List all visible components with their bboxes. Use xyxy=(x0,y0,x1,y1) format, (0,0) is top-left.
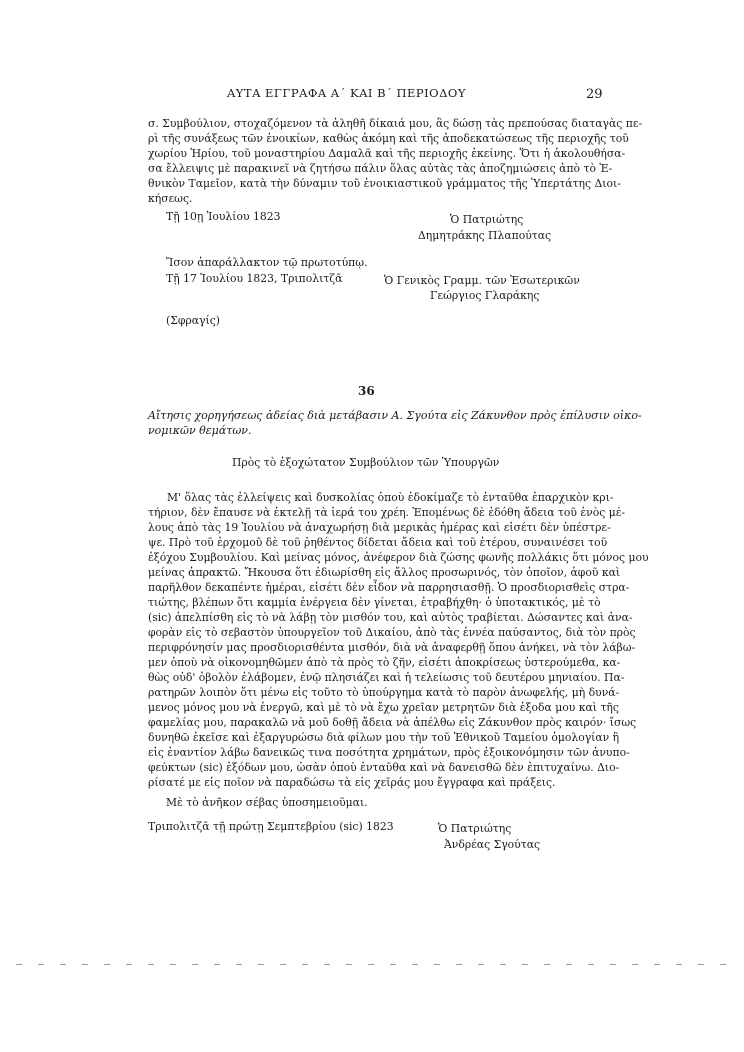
text-line: ρὶ τῆς συνάξεως τῶν ἐνοικίων, καθὼς ἀκόμη καὶ τῆς ἀποδεκατώσεως τῆς περιοχῆς τοῦ xyxy=(148,132,629,145)
text-line: Μ' ὅλας τὰς ἐλλείψεις καὶ δυσκολίας ὁποὺ ἐδοκίμαζε τὸ ἐνταῦθα ἐπαρχικὸν κρι- xyxy=(167,491,614,504)
scan-dash xyxy=(192,964,198,965)
scan-dash xyxy=(390,964,396,965)
text-line: (sic) ἀπελπίσθη εἰς τὸ νὰ λάβῃ τὸν μισθόν του, καὶ αὐτὸς τραβίεται. Δώσαντες καὶ ἀνα- xyxy=(148,611,633,624)
page-number: 29 xyxy=(586,87,603,102)
scan-dash xyxy=(544,964,550,965)
scan-dash xyxy=(434,964,440,965)
doc36-place-date: Τριπολιτζᾶ τῇ πρώτῃ Σεμπτεβρίου (sic) 1823 xyxy=(148,820,394,833)
scan-dash xyxy=(500,964,506,965)
copy-date: Τῇ 17 Ἰουλίου 1823, Τριπολιτζᾶ xyxy=(166,272,343,285)
text-line: θὼς οὐδ' ὀβολὸν ἐλάβομεν, ἐνῷ πλησιάζει καὶ ἡ τελείωσις τοῦ δευτέρου μηνιαίου. Πα- xyxy=(148,671,625,684)
doc35-signer-title: Ὁ Πατριώτης xyxy=(450,213,524,226)
scan-dash xyxy=(236,964,242,965)
text-line: φεύκτων (sic) ἐξόδων μου, ὡσὰν ὁποὺ ἐνταῦθα καὶ νὰ δανεισθῶ δὲν ἐπιτυχαίνω. Διο- xyxy=(148,761,620,774)
seal-note: (Σφραγίς) xyxy=(166,314,220,327)
document-36-body xyxy=(148,490,649,790)
copy-note: Ἴσον ἀπαράλλακτον τῷ πρωτοτύπῳ. xyxy=(166,256,368,269)
text-line: τήριον, δὲν ἔπαυσε νὰ ἐκτελῇ τὰ ἱερά του χρέη. Ἐπομένως δὲ ἐδόθη ἄδεια τοῦ ἑνὸς μέ- xyxy=(148,506,625,519)
scan-dash xyxy=(258,964,264,965)
scan-dash xyxy=(566,964,572,965)
scan-dash xyxy=(654,964,660,965)
doc36-signer-title: Ὁ Πατριώτης xyxy=(438,822,512,835)
scan-dash xyxy=(280,964,286,965)
text-line: ψε. Πρὸ τοῦ ἐρχομοῦ δὲ τοῦ ῥηθέντος δίδεται ἄδεια καὶ τοῦ ἑτέρου, συναινέσει τοῦ xyxy=(148,536,608,549)
summary-line: νομικῶν θεμάτων. xyxy=(148,424,252,437)
summary-line: Αἴτησις χορηγήσεως ἀδείας διὰ μετάβασιν Α. Σγούτα εἰς Ζάκυνθον πρὸς ἐπίλυσιν οἰκο- xyxy=(148,409,642,422)
scan-dash xyxy=(412,964,418,965)
scan-dash xyxy=(82,964,88,965)
text-line: χωρίου Ἡρίου, τοῦ μοναστηρίου Δαμαλᾶ καὶ τῆς περιοχῆς ἐκείνης. Ὅτι ἡ ἀκολουθήσα- xyxy=(148,147,626,160)
doc35-signer-name: Δημητράκης Πλαπούτας xyxy=(418,229,552,242)
scan-dash xyxy=(720,964,726,965)
scan-dash xyxy=(302,964,308,965)
doc35-date: Τῇ 10ῃ Ἰουλίου 1823 xyxy=(166,210,281,223)
scan-dash xyxy=(214,964,220,965)
text-line: σα ἔλλειψις μὲ παρακινεῖ νὰ ζητήσω πάλιν ὅλας αὐτὰς τὰς ἀποζημιώσεις ἀπὸ τὸ Ἐ- xyxy=(148,162,613,175)
scan-dash xyxy=(478,964,484,965)
addressee-heading: Πρὸς τὸ ἐξοχώτατον Συμβούλιον τῶν Ὑπουργῶν xyxy=(232,456,500,469)
text-line: θνικὸν Ταμεῖον, κατὰ τὴν δύναμιν τοῦ ἐνοικιαστικοῦ γράμματος τῆς Ὑπερτάτης Διοι- xyxy=(148,177,621,190)
document-number: 36 xyxy=(358,384,375,398)
scan-dash xyxy=(126,964,132,965)
text-line: μενος μόνος μου νὰ ἐνεργῶ, καὶ μὲ τὸ νὰ ἔχω χρεῖαν μετρητῶν διὰ ἐξοδα μου καὶ τῆς xyxy=(148,701,619,714)
scan-dash xyxy=(698,964,704,965)
scan-dash xyxy=(676,964,682,965)
scan-dash xyxy=(324,964,330,965)
text-line: περιφρόνησίν μας προσδιορισθέντα μισθόν, διὰ νὰ ἀναφερθῇ ὅπου ἀνήκει, νὰ τὸν λάβω- xyxy=(148,641,636,654)
text-line: εἰς ἐναντίον λάβω δανεικῶς τινα ποσότητα χρημάτων, πρὸς ἐξοικονόμησιν τῶν ἀνυπο- xyxy=(148,746,630,759)
scan-dash xyxy=(104,964,110,965)
text-line: μεν ὁποὺ νὰ οἰκονομηθῶμεν ἀπὸ τὰ πρὸς τὸ ζῆν, εἰσέτι ἀποκρίσεως ὑστερούμεθα, κα- xyxy=(148,656,621,669)
scan-dash xyxy=(368,964,374,965)
scan-dash xyxy=(60,964,66,965)
scan-dash xyxy=(16,964,22,965)
document-summary xyxy=(148,408,642,438)
text-line: φαμελίας μου, παρακαλῶ νὰ μοῦ δοθῇ ἄδεια νὰ ἀπέλθω εἰς Ζάκυνθον πρὸς καιρόν· ἴσως xyxy=(148,716,637,729)
text-line: τιώτης, βλέπων ὅτι καμμία ἐνέργεια δὲν γίνεται, ἐτραβήχθη· ὁ ὑποτακτικός, μὲ τὸ xyxy=(148,596,601,609)
text-line: ἐξόχου Συμβουλίου. Καὶ μείνας μόνος, ἀνέφερον διὰ ζώσης φωνῆς πολλάκις ὅτι μόνος μου xyxy=(148,551,649,564)
text-line: κήσεως. xyxy=(148,192,193,205)
scan-dash xyxy=(632,964,638,965)
text-line: φορὰν εἰς τὸ σεβαστὸν ὑπουργεῖον τοῦ Δικαίου, ἀπὸ τὰς ἐννέα παύσαντος, διὰ τὸν πρὸς xyxy=(148,626,636,639)
text-line: παρῆλθον δεκαπέντε ἡμέραι, εἰσέτι δὲν εἶδον νὰ παρρησιασθῇ. Ὁ προσδιορισθεὶς στρα- xyxy=(148,581,630,594)
document-35-tail-text xyxy=(148,116,643,206)
running-title: ΑΥΤΑ ΕΓΓΡΑΦΑ Α΄ ΚΑΙ Β΄ ΠΕΡΙΟΔΟΥ xyxy=(227,86,466,100)
scan-dash xyxy=(38,964,44,965)
text-line: δυνηθῶ ἐκεῖσε καὶ ἐξαργυρώσω διὰ φίλων μου τὴν τοῦ Ἐθνικοῦ Ταμείου ὁμολογίαν ἢ xyxy=(148,731,620,744)
text-line: ρίσατέ με εἰς ποῖον νὰ παραδώσω τὰ εἰς χεῖράς μου ἔγγραφα καὶ πράξεις. xyxy=(148,776,556,789)
closing-formula: Μὲ τὸ ἀνῆκον σέβας ὑποσημειοῦμαι. xyxy=(166,796,368,809)
scan-edge-dashes xyxy=(16,964,736,966)
text-line: μείνας ἀπρακτῶ. Ἤκουσα ὅτι ἐδιωρίσθη εἰς ἄλλος προσωρινός, τὸν ὁποῖον, ἀφοῦ καὶ xyxy=(148,566,621,579)
text-line: ρατηρῶν λοιπὸν ὅτι μένω εἰς τοῦτο τὸ ὑπούργημα κατὰ τὸ παρὸν ἀνωφελής, μὴ δυνά- xyxy=(148,686,620,699)
scan-dash xyxy=(170,964,176,965)
text-line: λους ἀπὸ τὰς 19 Ἰουλίου νὰ ἀναχωρήσῃ διὰ μερικὰς ἡμέρας καὶ εἰσέτι δὲν ὑπέστρε- xyxy=(148,521,611,534)
scan-dash xyxy=(148,964,154,965)
scan-dash xyxy=(456,964,462,965)
scan-dash xyxy=(346,964,352,965)
scan-dash xyxy=(522,964,528,965)
secretary-title: Ὁ Γενικὸς Γραμμ. τῶν Ἐσωτερικῶν xyxy=(384,274,580,287)
scan-dash xyxy=(588,964,594,965)
doc36-signer-name: Ἀνδρέας Σγούτας xyxy=(444,838,541,851)
secretary-name: Γεώργιος Γλαράκης xyxy=(430,289,540,302)
text-line: σ. Συμβούλιον, στοχαζόμενον τὰ ἀληθῆ δίκαιά μου, ἂς δώσῃ τὰς πρεπούσας διαταγὰς πε- xyxy=(148,117,643,130)
scan-dash xyxy=(610,964,616,965)
